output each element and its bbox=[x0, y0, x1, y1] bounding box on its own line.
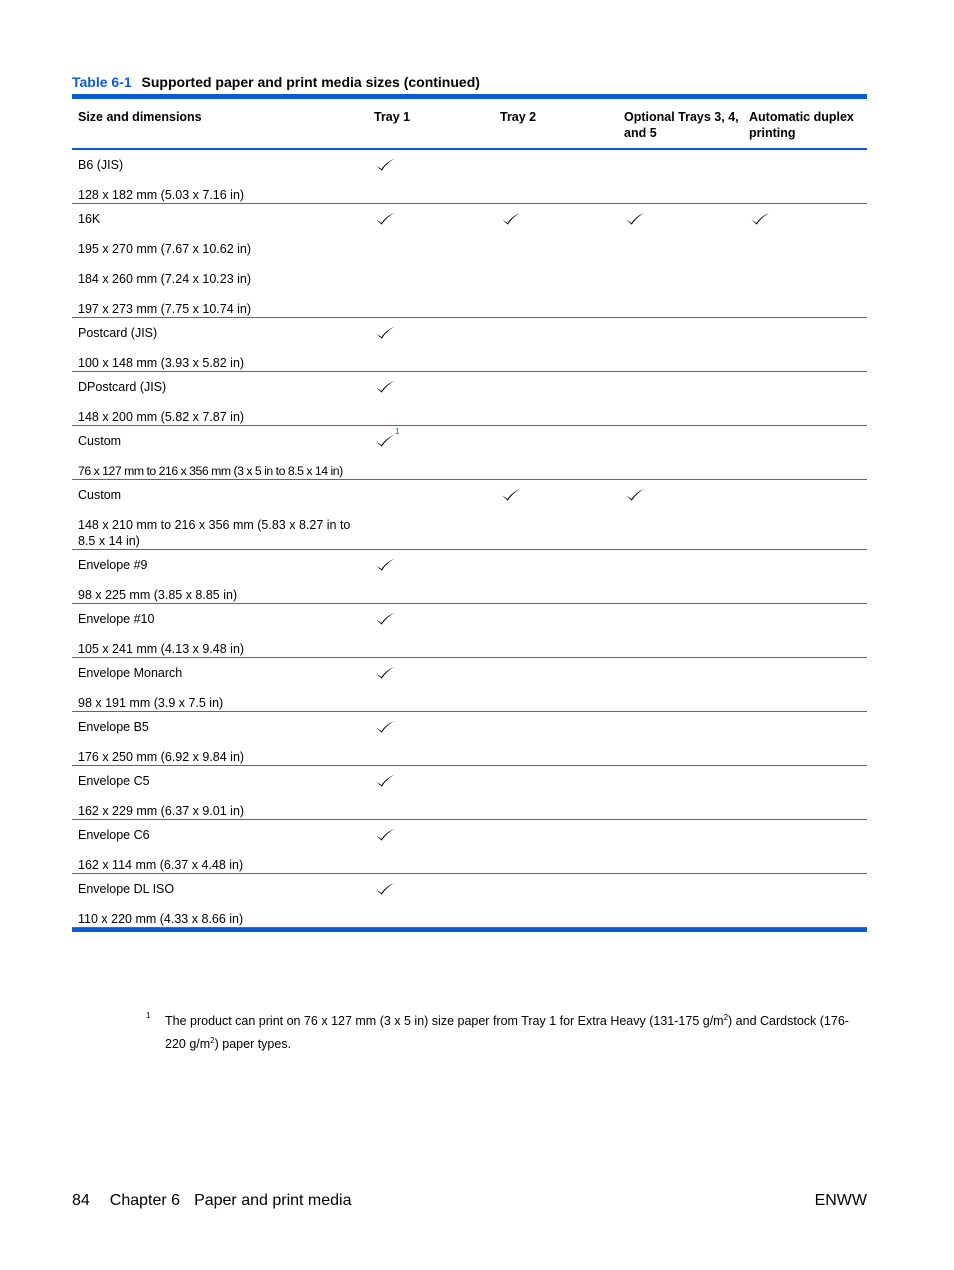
table-row bbox=[72, 766, 867, 820]
footnote bbox=[146, 1008, 866, 1054]
duplex-cell bbox=[743, 820, 867, 873]
duplex-cell bbox=[743, 874, 867, 927]
checkmark-icon bbox=[750, 212, 770, 226]
checkmark-icon bbox=[375, 612, 395, 626]
table-row bbox=[72, 372, 867, 426]
size-dimensions: 128 x 182 mm (5.03 x 7.16 in) bbox=[78, 188, 245, 202]
duplex-cell bbox=[743, 204, 867, 317]
size-dimensions: 195 x 270 mm (7.67 x 10.62 in) bbox=[78, 242, 252, 256]
size-name: Envelope Monarch bbox=[78, 666, 183, 680]
tray2-cell bbox=[494, 766, 618, 819]
optional-trays-cell bbox=[618, 550, 743, 603]
tray1-cell bbox=[368, 550, 494, 603]
footnote-reference[interactable]: 1 bbox=[395, 427, 400, 436]
tray1-cell bbox=[368, 820, 494, 873]
footnote-superscript: 2 bbox=[210, 1036, 215, 1046]
optional-trays-cell bbox=[618, 480, 743, 549]
optional-trays-cell bbox=[618, 150, 743, 203]
footer-left bbox=[72, 1192, 352, 1210]
table-row bbox=[72, 874, 867, 928]
tray1-cell bbox=[368, 712, 494, 765]
footnote-text-part2: ) and Cardstock (176-220 g/m bbox=[165, 1014, 849, 1052]
table-row bbox=[72, 658, 867, 712]
optional-trays-cell bbox=[618, 658, 743, 711]
footnote-text-part1: The product can print on 76 x 127 mm (3 x 5 in) size paper from Tray 1 for Extra Heavy (131-175 g/m bbox=[165, 1014, 724, 1029]
checkmark-icon bbox=[375, 434, 395, 448]
size-cell bbox=[72, 604, 368, 657]
footnote-superscript: 2 bbox=[723, 1013, 729, 1022]
size-cell bbox=[72, 658, 368, 711]
tray1-cell bbox=[368, 318, 494, 371]
tray1-cell bbox=[368, 658, 494, 711]
optional-trays-cell bbox=[618, 874, 743, 927]
size-name: Envelope #10 bbox=[78, 612, 155, 626]
optional-trays-cell bbox=[618, 820, 743, 873]
table-row bbox=[72, 820, 867, 874]
size-dimensions: 184 x 260 mm (7.24 x 10.23 in) bbox=[78, 272, 252, 286]
size-dimensions: 110 x 220 mm (4.33 x 8.66 in) bbox=[78, 912, 244, 926]
size-name: 16K bbox=[78, 212, 101, 226]
size-cell bbox=[72, 766, 368, 819]
duplex-cell bbox=[743, 150, 867, 203]
table-row bbox=[72, 480, 867, 550]
checkmark-icon bbox=[375, 720, 395, 734]
doc-code: ENWW bbox=[814, 1192, 867, 1209]
size-dimensions: 105 x 241 mm (4.13 x 9.48 in) bbox=[78, 642, 245, 656]
table-header-row bbox=[72, 99, 867, 150]
tray1-cell bbox=[368, 604, 494, 657]
page-number: 84 bbox=[72, 1192, 90, 1209]
checkmark-icon bbox=[501, 212, 521, 226]
size-dimensions: 100 x 148 mm (3.93 x 5.82 in) bbox=[78, 356, 245, 370]
tray2-cell bbox=[494, 712, 618, 765]
checkmark-icon bbox=[375, 212, 395, 226]
checkmark-icon bbox=[375, 326, 395, 340]
checkmark-icon bbox=[375, 774, 395, 788]
footnote-text-part3: ) paper types. bbox=[214, 1037, 292, 1052]
tray2-cell bbox=[494, 150, 618, 203]
optional-trays-cell bbox=[618, 318, 743, 371]
table-row bbox=[72, 204, 867, 318]
size-name: Envelope C6 bbox=[78, 828, 150, 842]
media-sizes-table bbox=[72, 94, 867, 932]
checkmark-icon bbox=[375, 666, 395, 680]
table-row bbox=[72, 550, 867, 604]
size-cell bbox=[72, 318, 368, 371]
tray2-cell bbox=[494, 874, 618, 927]
checkmark-icon bbox=[375, 558, 395, 572]
size-cell bbox=[72, 426, 368, 479]
tray1-cell bbox=[368, 874, 494, 927]
optional-trays-cell bbox=[618, 712, 743, 765]
checkmark-icon bbox=[375, 882, 395, 896]
header-duplex: Automatic duplex printing bbox=[749, 110, 854, 140]
size-dimensions: 148 x 200 mm (5.82 x 7.87 in) bbox=[78, 410, 245, 424]
size-dimensions: 197 x 273 mm (7.75 x 10.74 in) bbox=[78, 302, 252, 316]
size-cell bbox=[72, 874, 368, 927]
size-cell bbox=[72, 712, 368, 765]
size-dimensions: 162 x 229 mm (6.37 x 9.01 in) bbox=[78, 804, 245, 818]
table-row bbox=[72, 318, 867, 372]
table-title: Supported paper and print media sizes (continued) bbox=[141, 74, 480, 90]
tray2-cell bbox=[494, 426, 618, 479]
header-size: Size and dimensions bbox=[78, 110, 202, 124]
optional-trays-cell bbox=[618, 604, 743, 657]
size-cell bbox=[72, 550, 368, 603]
size-dimensions: 148 x 210 mm to 216 x 356 mm (5.83 x 8.27 in to 8.5 x 14 in) bbox=[78, 518, 351, 548]
tray1-cell bbox=[368, 204, 494, 317]
footnote-number: 1 bbox=[146, 1011, 151, 1020]
tray2-cell bbox=[494, 372, 618, 425]
tray2-cell bbox=[494, 604, 618, 657]
duplex-cell bbox=[743, 426, 867, 479]
optional-trays-cell bbox=[618, 204, 743, 317]
size-name: Envelope DL ISO bbox=[78, 882, 175, 896]
tray2-cell bbox=[494, 480, 618, 549]
size-name: Envelope #9 bbox=[78, 558, 148, 572]
duplex-cell bbox=[743, 550, 867, 603]
tray1-cell bbox=[368, 372, 494, 425]
duplex-cell bbox=[743, 658, 867, 711]
duplex-cell bbox=[743, 712, 867, 765]
section-label: Paper and print media bbox=[194, 1192, 352, 1209]
table-row bbox=[72, 604, 867, 658]
duplex-cell bbox=[743, 318, 867, 371]
size-name: Envelope C5 bbox=[78, 774, 150, 788]
checkmark-icon bbox=[501, 488, 521, 502]
optional-trays-cell bbox=[618, 426, 743, 479]
tray1-cell bbox=[368, 480, 494, 549]
checkmark-icon bbox=[625, 212, 645, 226]
size-name: Postcard (JIS) bbox=[78, 326, 158, 340]
size-dimensions: 162 x 114 mm (6.37 x 4.48 in) bbox=[78, 858, 244, 872]
table-bottom-rule bbox=[72, 928, 867, 932]
table-row bbox=[72, 150, 867, 204]
tray1-cell bbox=[368, 766, 494, 819]
duplex-cell bbox=[743, 604, 867, 657]
table-caption bbox=[72, 74, 480, 90]
size-name: Custom bbox=[78, 488, 122, 502]
checkmark-icon bbox=[375, 158, 395, 172]
duplex-cell bbox=[743, 480, 867, 549]
size-dimensions: 98 x 191 mm (3.9 x 7.5 in) bbox=[78, 696, 224, 710]
duplex-cell bbox=[743, 372, 867, 425]
table-row bbox=[72, 426, 867, 480]
optional-trays-cell bbox=[618, 372, 743, 425]
checkmark-icon bbox=[375, 380, 395, 394]
table-row bbox=[72, 712, 867, 766]
header-tray1: Tray 1 bbox=[374, 110, 411, 124]
tray2-cell bbox=[494, 658, 618, 711]
size-name: DPostcard (JIS) bbox=[78, 380, 167, 394]
tray2-cell bbox=[494, 550, 618, 603]
chapter-label: Chapter 6 bbox=[109, 1192, 181, 1209]
size-cell bbox=[72, 372, 368, 425]
header-tray2: Tray 2 bbox=[500, 110, 537, 124]
tray1-cell bbox=[368, 150, 494, 203]
size-dimensions: 76 x 127 mm to 216 x 356 mm (3 x 5 in to 8.5 x 14 in) bbox=[78, 464, 343, 478]
size-name: Envelope B5 bbox=[78, 720, 149, 734]
table-body bbox=[72, 150, 867, 928]
header-optional-trays: Optional Trays 3, 4, and 5 bbox=[624, 110, 739, 140]
size-cell bbox=[72, 150, 368, 203]
duplex-cell bbox=[743, 766, 867, 819]
checkmark-icon bbox=[375, 828, 395, 842]
tray2-cell bbox=[494, 820, 618, 873]
size-dimensions: 176 x 250 mm (6.92 x 9.84 in) bbox=[78, 750, 245, 764]
checkmark-icon bbox=[625, 488, 645, 502]
size-name: Custom bbox=[78, 434, 122, 448]
size-cell bbox=[72, 820, 368, 873]
size-cell bbox=[72, 204, 368, 317]
table-number: Table 6-1 bbox=[72, 74, 132, 90]
size-name: B6 (JIS) bbox=[78, 158, 124, 172]
size-dimensions: 98 x 225 mm (3.85 x 8.85 in) bbox=[78, 588, 238, 602]
size-cell bbox=[72, 480, 368, 549]
optional-trays-cell bbox=[618, 766, 743, 819]
footnote-text bbox=[165, 1008, 866, 1054]
tray2-cell bbox=[494, 204, 618, 317]
tray1-cell bbox=[368, 426, 494, 479]
tray2-cell bbox=[494, 318, 618, 371]
